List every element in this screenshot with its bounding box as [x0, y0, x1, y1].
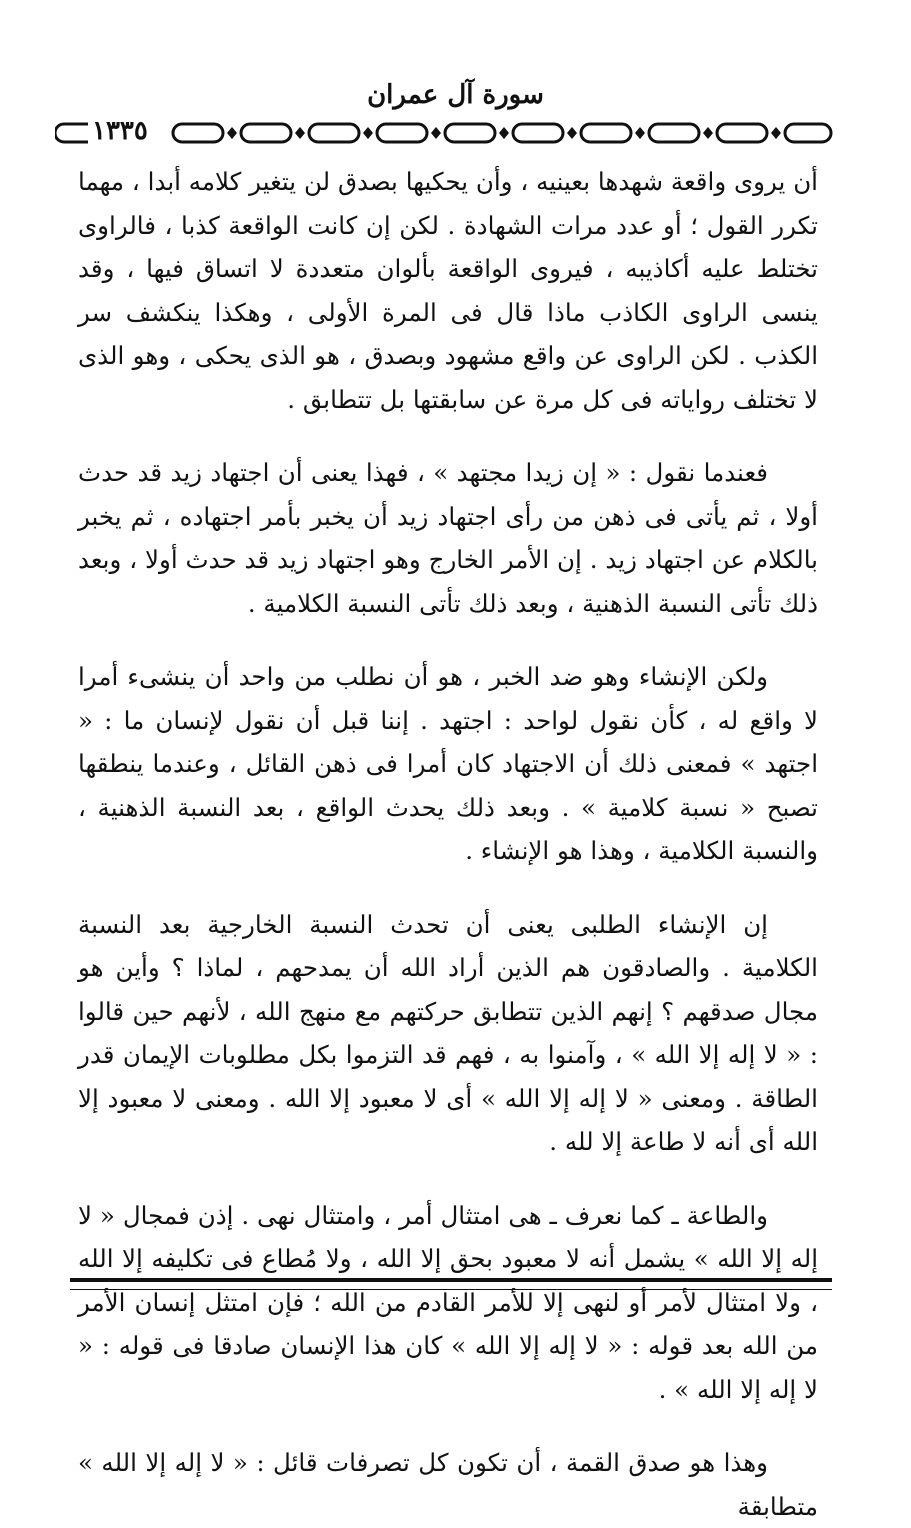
- paragraph: أن يروى واقعة شهدها بعينيه ، وأن يحكيها بصدق لن يتغير كلامه أبدا ، مهما تكرر القول ؛ أو عدد مرات الشهادة . لكن إن كانت الواقعة كذبا ، فالراوى تختلط عليه أكاذيبه ، فيروى الواقعة بألوان متعددة لا اتساق فيها ، وقد ينسى الراوى الكاذب ماذا قال فى المرة الأولى ، وهكذا ينكشف سر الكذب . لكن الراوى عن واقع مشهود وبصدق ، هو الذى يحكى ، وهو الذى لا تختلف رواياته فى كل مرة عن سابقتها بل تتطابق .: [78, 167, 818, 414]
- paragraph: والطاعة ـ كما نعرف ـ هى امتثال أمر ، وامتثال نهى . إذن فمجال « لا إله إلا الله » يشمل أنه لا معبود بحق إلا الله ، ولا مُطاع فى تكليفه إلا الله ، ولا امتثال لأمر أو لنهى إلا للأمر القادم من الله ؛ فإن امتثل إنسان الأمر من الله بعد قوله : « لا إله إلا الله » كان هذا الإنسان صادقا فى قوله : « لا إله إلا الله » .: [78, 1200, 818, 1404]
- page-number: ١٣٣٥: [88, 116, 152, 146]
- ornament-border-bar: [55, 118, 835, 148]
- paragraph: ولكن الإنشاء وهو ضد الخبر ، هو أن نطلب من واحد أن ينشىء أمرا لا واقع له ، كأن نقول لواحد : اجتهد . إننا قبل أن نقول لإنسان ما : « اجتهد » فمعنى ذلك أن الاجتهاد كان أمرا فى ذهن القائل ، وعندما ينطقها تصبح « نسبة كلامية » . وبعد ذلك يحدث الواقع ، بعد النسبة الذهنية ، والنسبة الكلامية ، وهذا هو الإنشاء .: [78, 662, 818, 865]
- page-body-text: [78, 160, 818, 1528]
- paragraph: إن الإنشاء الطلبى يعنى أن تحدث النسبة الخارجية بعد النسبة الكلامية . والصادقون هم الذين أراد الله أن يمدحهم ، لماذا ؟ وأين هو مجال صدقهم ؟ إنهم الذين تتطابق حركتهم مع منهج الله ، لأنهم حين قالوا : « لا إله إلا الله » ، وآمنوا به ، فهم قد التزموا بكل مطلوبات الإيمان قدر الطاقة . ومعنى « لا إله إلا الله » أى لا معبود إلا الله . ومعنى لا معبود إلا الله أى أنه لا طاعة إلا لله .: [78, 909, 818, 1156]
- footer-rule-thick: [70, 1278, 832, 1282]
- paragraph: فعندما نقول : « إن زيدا مجتهد » ، فهذا يعنى أن اجتهاد زيد قد حدث أولا ، ثم يأتى فى ذهن من رأى اجتهاد زيد أن يخبر بأمر اجتهاده ، ثم يخبر بالكلام عن اجتهاد زيد . إن الأمر الخارج وهو اجتهاد زيد قد حدث أولا ، وبعد ذلك تأتى النسبة الذهنية ، وبعد ذلك تأتى النسبة الكلامية .: [78, 458, 818, 618]
- surah-title: سورة آل عمران: [367, 80, 544, 110]
- paragraph: وهذا هو صدق القمة ، أن تكون كل تصرفات قائل : « لا إله إلا الله » متطابقة: [78, 1448, 818, 1521]
- footer-rule-thin: [70, 1289, 832, 1290]
